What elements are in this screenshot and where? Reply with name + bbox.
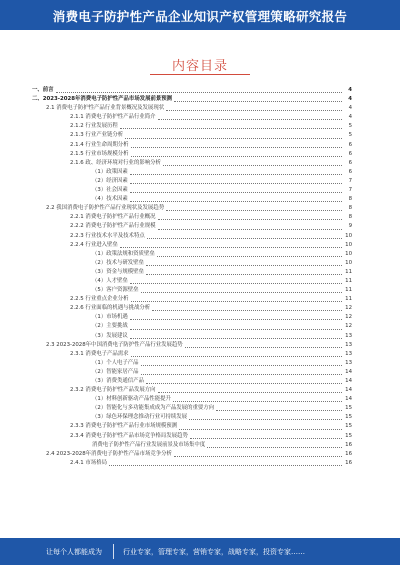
toc-page-number: 13 — [345, 332, 352, 339]
toc-entry[interactable] — [32, 259, 352, 268]
toc-dot-leader — [173, 401, 342, 402]
toc-entry-title: （3）绿色环保理念推动行业可持续发展 — [92, 414, 188, 421]
table-of-contents — [32, 86, 352, 522]
toc-entry[interactable] — [32, 432, 352, 441]
toc-entry-title: 2.3.1 消费电子产品需求 — [70, 350, 129, 357]
toc-dot-leader — [166, 210, 342, 211]
toc-dot-leader — [189, 419, 342, 420]
toc-entry[interactable] — [32, 86, 352, 95]
toc-entry-title: 2.4.1 市场格局 — [70, 459, 107, 466]
toc-entry-title: 2.2 我国消费电子防护性产品行业现状及发展趋势 — [46, 205, 165, 212]
toc-entry[interactable] — [32, 404, 352, 413]
toc-entry-title: 2.3.2 消费电子防护性产品发展方向 — [70, 387, 156, 394]
toc-entry-title: （1）政策法规和资质壁垒 — [92, 250, 155, 257]
toc-entry[interactable] — [32, 250, 352, 259]
toc-entry[interactable] — [32, 322, 352, 331]
toc-page-number: 7 — [348, 187, 352, 194]
toc-page-number: 8 — [348, 196, 352, 203]
toc-entry-title: 2.2.1 消费电子防护性产品行业概况 — [70, 214, 156, 221]
toc-dot-leader — [130, 329, 342, 330]
toc-entry-title: 2.1.3 行业产业链分析 — [70, 132, 124, 139]
toc-entry-title: （2）主要挑战 — [92, 323, 128, 330]
toc-page-number: 11 — [345, 268, 352, 275]
toc-page-number: 14 — [345, 368, 352, 375]
toc-entry-title: 2.2.2 消费电子防护性产品行业规模 — [70, 223, 156, 230]
toc-entry-title: （1）材料创新驱动产品性能提升 — [92, 396, 171, 403]
toc-page-number: 15 — [345, 405, 352, 412]
toc-entry[interactable] — [32, 277, 352, 286]
footer-tagline: 行业专家，管理专家，营销专家，战略专家，投资专家…… — [123, 548, 305, 556]
toc-page-number: 14 — [345, 378, 352, 384]
toc-entry[interactable] — [32, 441, 352, 450]
toc-entry-title: 2.2.3 行业技术水平及技术特点 — [70, 232, 145, 239]
toc-dot-leader — [120, 247, 342, 248]
toc-page-number: 15 — [345, 432, 352, 439]
toc-page-number: 13 — [345, 350, 352, 357]
header-banner — [0, 0, 400, 30]
toc-entry[interactable] — [32, 195, 352, 204]
toc-dot-leader — [163, 165, 342, 166]
toc-entry[interactable] — [32, 413, 352, 422]
toc-entry-title: 一、前言 — [32, 87, 54, 93]
toc-entry[interactable] — [32, 377, 352, 386]
toc-entry-title: （3）消费类通信产品 — [92, 378, 144, 384]
toc-entry[interactable] — [32, 295, 352, 304]
toc-page-number: 8 — [348, 214, 352, 221]
toc-entry[interactable] — [32, 104, 352, 113]
toc-entry[interactable] — [32, 395, 352, 404]
toc-page-number: 12 — [345, 323, 352, 330]
toc-entry-title: （2）智能家居产品 — [92, 368, 139, 375]
toc-entry[interactable] — [32, 386, 352, 395]
toc-dot-leader — [158, 229, 342, 230]
toc-dot-leader — [130, 192, 342, 193]
toc-entry[interactable] — [32, 150, 352, 159]
toc-entry[interactable] — [32, 422, 352, 431]
toc-entry[interactable] — [32, 222, 352, 231]
toc-entry-title: （1）政策因素 — [92, 168, 128, 175]
toc-page-number: 6 — [348, 141, 352, 148]
toc-dot-leader — [56, 92, 342, 93]
toc-page-number: 4 — [348, 96, 352, 103]
toc-dot-leader — [130, 283, 342, 284]
toc-page-number: 6 — [348, 159, 352, 166]
toc-entry[interactable] — [32, 141, 352, 150]
toc-page-number: 10 — [345, 259, 352, 266]
toc-entry[interactable] — [32, 159, 352, 168]
toc-dot-leader — [109, 465, 342, 466]
toc-page-number: 12 — [345, 314, 352, 321]
toc-entry-title: 2.1.5 行业市场规模分析 — [70, 150, 129, 157]
toc-dot-leader — [157, 256, 342, 257]
toc-dot-leader — [158, 119, 342, 120]
toc-dot-leader — [131, 356, 342, 357]
toc-dot-leader — [207, 447, 342, 448]
toc-entry[interactable] — [32, 95, 352, 104]
toc-entry[interactable] — [32, 122, 352, 131]
toc-entry-title: 2.1.4 行业生命周期分析 — [70, 141, 129, 148]
toc-page-number: 11 — [345, 277, 352, 284]
toc-page-number: 11 — [345, 296, 352, 303]
toc-dot-leader — [185, 347, 342, 348]
toc-page-number: 16 — [345, 450, 352, 457]
toc-entry-title: 2.4 2023-2028年消费电子防护性产品市场竞争分析 — [46, 450, 172, 457]
toc-page-number: 10 — [345, 232, 352, 239]
toc-page-number: 5 — [348, 123, 352, 130]
toc-entry[interactable] — [32, 168, 352, 177]
toc-page-number: 14 — [345, 387, 352, 394]
toc-entry-title: （1）个人电子产品 — [92, 359, 139, 366]
toc-entry[interactable] — [32, 459, 352, 468]
toc-entry-title: 2.1.6 政、经济环境对行业的影响分析 — [70, 159, 161, 166]
footer-slogan: 让每个人都能成为 — [46, 548, 102, 556]
toc-page-number: 9 — [348, 223, 352, 230]
toc-page-number: 13 — [345, 341, 352, 348]
toc-dot-leader — [125, 138, 342, 139]
toc-entry[interactable] — [32, 232, 352, 241]
toc-dot-leader — [174, 101, 342, 102]
toc-dot-leader — [147, 238, 342, 239]
toc-entry[interactable] — [32, 332, 352, 341]
toc-dot-leader — [130, 338, 342, 339]
toc-page-number: 4 — [348, 105, 352, 112]
toc-entry[interactable] — [32, 313, 352, 322]
toc-entry-title: （3）资金与规模壁垒 — [92, 268, 144, 275]
toc-dot-leader — [130, 201, 342, 202]
toc-entry-title: （2）智能化与多功能集成成为产品发展的重要方向 — [92, 405, 215, 412]
toc-page-number: 10 — [345, 250, 352, 257]
toc-dot-leader — [141, 374, 342, 375]
toc-entry-title: 2.3 2023-2028年中国消费电子防护性产品行业发展趋势 — [46, 341, 183, 348]
toc-page-number: 7 — [348, 177, 352, 184]
toc-entry-title: 2.2.5 行业重点企业分析 — [70, 296, 129, 303]
toc-page-number: 11 — [345, 287, 352, 294]
toc-entry[interactable] — [32, 186, 352, 195]
toc-entry-title: （4）人才壁垒 — [92, 277, 128, 284]
toc-page-number: 16 — [345, 441, 352, 448]
toc-page-number: 6 — [348, 168, 352, 175]
toc-dot-leader — [146, 265, 342, 266]
toc-dot-leader — [131, 156, 342, 157]
toc-page-number: 6 — [348, 150, 352, 157]
toc-page-number: 15 — [345, 423, 352, 430]
toc-entry[interactable] — [32, 204, 352, 213]
report-title: 消费电子防护性产品企业知识产权管理策略研究报告 — [52, 9, 348, 24]
toc-dot-leader — [131, 301, 342, 302]
toc-dot-leader — [166, 110, 342, 111]
toc-entry[interactable] — [32, 131, 352, 140]
footer-divider — [113, 544, 114, 559]
toc-entry[interactable] — [32, 304, 352, 313]
toc-entry-title: 2.1 消费电子防护性产品行业背景概况及发展现状 — [46, 105, 165, 112]
toc-page-number: 8 — [348, 205, 352, 212]
toc-page-number: 13 — [345, 359, 352, 366]
toc-dot-leader — [152, 310, 342, 311]
toc-dot-leader — [120, 128, 342, 129]
toc-entry-title: （2）经济因素 — [92, 177, 128, 184]
footer-banner — [0, 538, 400, 565]
toc-entry-title: （4）技术因素 — [92, 196, 128, 203]
toc-page-number: 4 — [348, 87, 352, 93]
toc-page-number: 4 — [348, 114, 352, 121]
toc-entry[interactable] — [32, 350, 352, 359]
toc-dot-leader — [141, 365, 342, 366]
toc-entry[interactable] — [32, 368, 352, 377]
toc-entry-title: （2）技术与研发壁垒 — [92, 259, 144, 266]
toc-entry[interactable] — [32, 359, 352, 368]
toc-entry-title: （1）市场机遇 — [92, 314, 128, 321]
toc-dot-leader — [174, 456, 342, 457]
toc-dot-leader — [131, 147, 342, 148]
toc-dot-leader — [216, 410, 342, 411]
toc-page-number: 12 — [345, 305, 352, 312]
toc-entry-title: 2.2.4 行业进入壁垒 — [70, 241, 118, 248]
toc-entry[interactable] — [32, 113, 352, 122]
toc-dot-leader — [130, 319, 342, 320]
toc-dot-leader — [146, 383, 342, 384]
toc-entry-title: 2.3.4 消费电子防护性产品市场竞争格局发展趋势 — [70, 432, 188, 439]
toc-entry[interactable] — [32, 213, 352, 222]
toc-entry-title: （3）社会因素 — [92, 187, 128, 194]
toc-entry[interactable] — [32, 177, 352, 186]
toc-dot-leader — [130, 174, 342, 175]
toc-page-number: 10 — [345, 241, 352, 248]
toc-entry[interactable] — [32, 450, 352, 459]
toc-entry[interactable] — [32, 341, 352, 350]
toc-entry[interactable] — [32, 286, 352, 295]
toc-entry-title: 2.2.6 行业面临的机遇与挑战分析 — [70, 305, 151, 312]
toc-dot-leader — [190, 438, 342, 439]
toc-page-number: 14 — [345, 396, 352, 403]
toc-heading-divider — [150, 74, 250, 75]
toc-entry-title: （5）客户资源壁垒 — [92, 287, 139, 294]
toc-page-number: 16 — [345, 459, 352, 466]
toc-dot-leader — [146, 274, 342, 275]
toc-entry-title: 2.1.1 消费电子防护性产品行业简介 — [70, 114, 156, 121]
toc-page-number: 5 — [348, 132, 352, 139]
toc-dot-leader — [141, 292, 342, 293]
toc-dot-leader — [130, 183, 342, 184]
toc-entry-title: 消费电子防护性产品行业发展前景及市场集中度 — [92, 441, 206, 448]
toc-entry[interactable] — [32, 241, 352, 250]
toc-entry-title: 二、2023-2028年消费电子防护性产品市场发展前景预测 — [32, 96, 173, 103]
toc-entry-title: 2.3.3 消费电子防护性产品行业市场规模预测 — [70, 423, 178, 430]
toc-dot-leader — [179, 429, 342, 430]
toc-entry[interactable] — [32, 268, 352, 277]
toc-entry-title: 2.1.2 行业发展历程 — [70, 123, 118, 130]
toc-entry-title: （3）发展建议 — [92, 332, 128, 339]
toc-page-number: 15 — [345, 414, 352, 421]
toc-dot-leader — [158, 219, 342, 220]
toc-heading: 内容目录 — [171, 59, 228, 74]
toc-dot-leader — [158, 392, 342, 393]
